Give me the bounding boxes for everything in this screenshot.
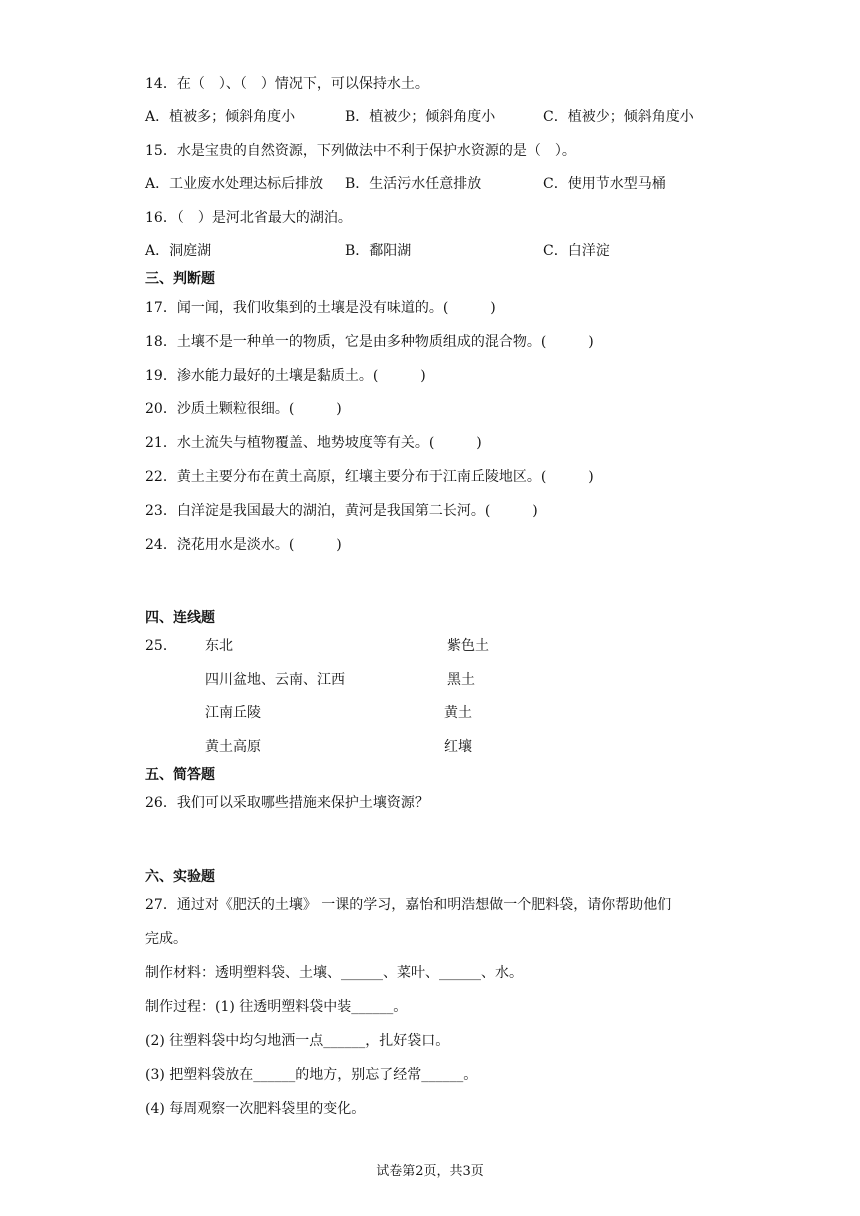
- q25-number: 25．: [145, 638, 177, 654]
- q14-option-c: C．植被少；倾斜角度小: [543, 109, 694, 125]
- match-right-1: 紫色土: [447, 638, 489, 654]
- match-right-2: 黑土: [447, 672, 475, 688]
- q27-process-step-1: 制作过程：(1) 往透明塑料袋中装______。: [145, 999, 408, 1015]
- judge-question-19: 19．渗水能力最好的土壤是黏质土。( ): [145, 368, 426, 384]
- judge-question-22: 22．黄土主要分布在黄土高原，红壤主要分布于江南丘陵地区。( ): [145, 469, 594, 485]
- match-left-4: 黄土高原: [205, 739, 261, 755]
- judge-question-24: 24．浇花用水是淡水。( ): [145, 537, 342, 553]
- q26-stem: 26．我们可以采取哪些措施来保护土壤资源？: [145, 795, 429, 811]
- match-right-4: 红壤: [444, 739, 472, 755]
- q15-option-b: B．生活污水任意排放: [345, 176, 482, 192]
- q14-stem: 14．在（ ）、（ ）情况下，可以保持水土。: [145, 76, 429, 92]
- q27-materials: 制作材料：透明塑料袋、土壤、______、菜叶、______、水。: [145, 965, 523, 981]
- match-left-1: 东北: [205, 638, 233, 654]
- q27-process-step-2: (2) 往塑料袋中均匀地洒一点______，扎好袋口。: [145, 1033, 450, 1049]
- q15-option-a: A．工业废水处理达标后排放: [145, 176, 324, 192]
- section-heading-short-answer: 五、简答题: [145, 767, 215, 783]
- q27-process-step-4: (4) 每周观察一次肥料袋里的变化。: [145, 1101, 366, 1117]
- q15-option-c: C．使用节水型马桶: [543, 176, 666, 192]
- judge-question-23: 23．白洋淀是我国最大的湖泊，黄河是我国第二长河。( ): [145, 503, 538, 519]
- section-heading-matching: 四、连线题: [145, 610, 215, 626]
- judge-question-21: 21．水土流失与植物覆盖、地势坡度等有关。( ): [145, 435, 482, 451]
- q27-process-step-3: (3) 把塑料袋放在______的地方，别忘了经常______。: [145, 1067, 478, 1083]
- q27-stem-line-1: 27．通过对《肥沃的土壤》 一课的学习，嘉怡和明浩想做一个肥料袋，请你帮助他们: [145, 897, 672, 913]
- q16-stem: 16．（ ）是河北省最大的湖泊。: [145, 210, 352, 226]
- judge-question-18: 18．土壤不是一种单一的物质，它是由多种物质组成的混合物。( ): [145, 334, 594, 350]
- q16-option-c: C．白洋淀: [543, 243, 610, 259]
- q14-option-a: A．植被多；倾斜角度小: [145, 109, 296, 125]
- q27-stem-line-2: 完成。: [145, 931, 187, 947]
- match-left-2: 四川盆地、云南、江西: [205, 672, 345, 688]
- section-heading-judge: 三、判断题: [145, 271, 215, 287]
- q15-stem: 15．水是宝贵的自然资源，下列做法中不利于保护水资源的是（ ）。: [145, 143, 576, 159]
- judge-question-20: 20．沙质土颗粒很细。( ): [145, 401, 342, 417]
- section-heading-experiment: 六、实验题: [145, 869, 215, 885]
- judge-question-17: 17．闻一闻，我们收集到的土壤是没有味道的。( ): [145, 300, 496, 316]
- match-left-3: 江南丘陵: [205, 705, 261, 721]
- page-footer: 试卷第2页，共3页: [376, 1164, 484, 1179]
- q16-option-b: B．鄱阳湖: [345, 243, 412, 259]
- match-right-3: 黄土: [444, 705, 472, 721]
- q14-option-b: B．植被少；倾斜角度小: [345, 109, 496, 125]
- q16-option-a: A．洞庭湖: [145, 243, 212, 259]
